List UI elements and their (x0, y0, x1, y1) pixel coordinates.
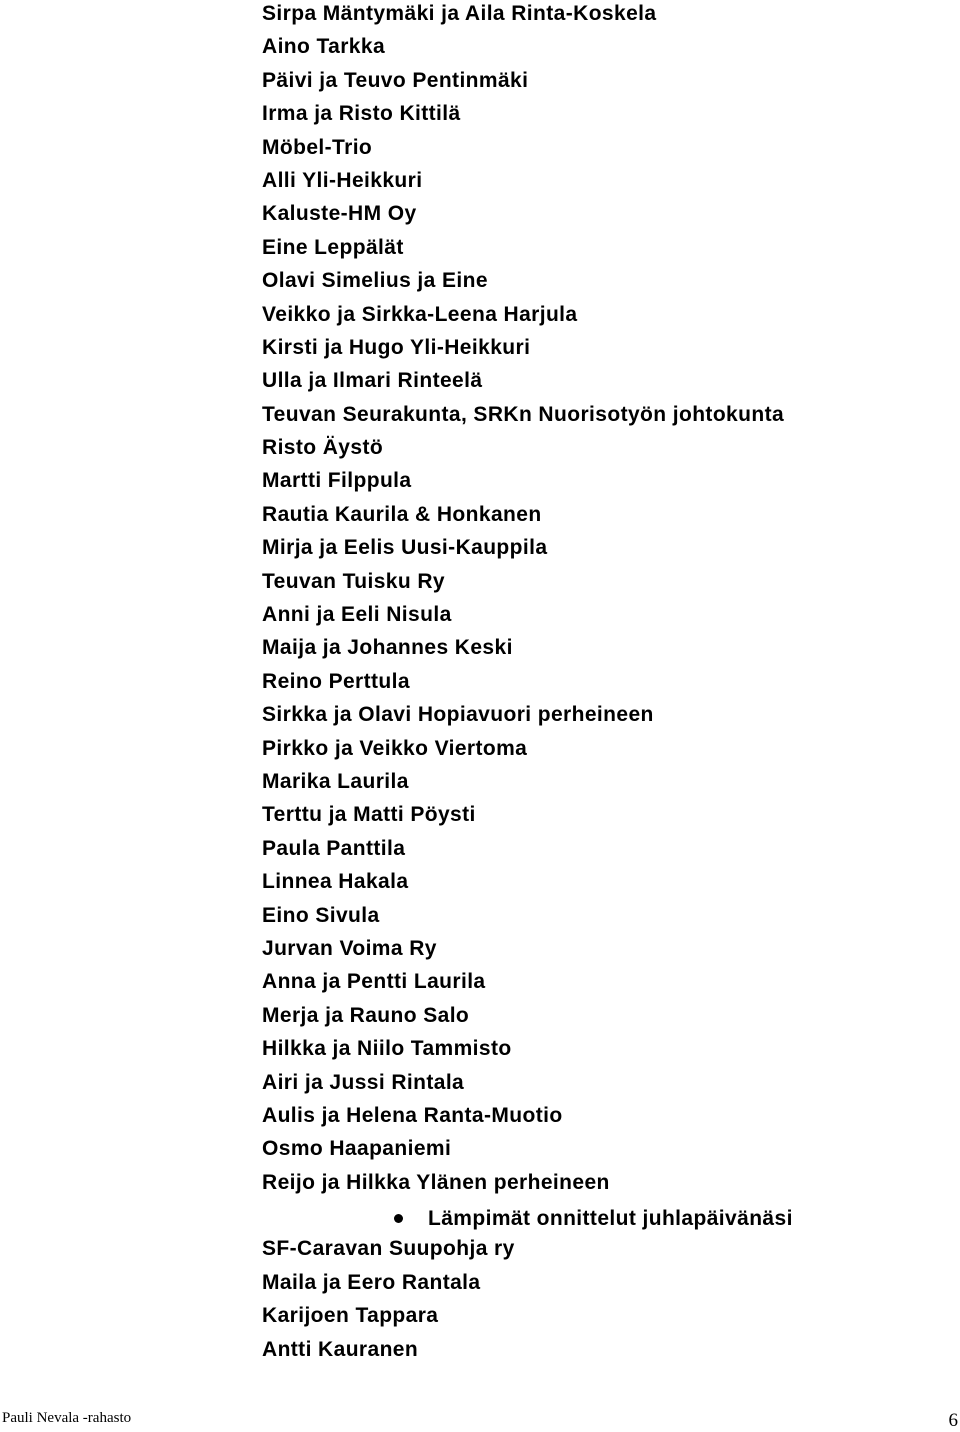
list-item: SF-Caravan Suupohja ry (262, 1237, 515, 1261)
list-item: Martti Filppula (262, 469, 412, 493)
list-item: Osmo Haapaniemi (262, 1137, 452, 1161)
list-item: Risto Äystö (262, 436, 384, 460)
list-item: Reijo ja Hilkka Ylänen perheineen (262, 1170, 610, 1194)
list-item: Karijoen Tappara (262, 1304, 439, 1328)
list-item: Kirsti ja Hugo Yli-Heikkuri (262, 335, 531, 359)
list-item: Eino Sivula (262, 903, 380, 927)
list-item: Anna ja Pentti Laurila (262, 970, 486, 994)
list-item: Antti Kauranen (262, 1337, 419, 1361)
list-item: Ulla ja Ilmari Rinteelä (262, 369, 483, 393)
list-item: Kaluste-HM Oy (262, 202, 417, 226)
list-item: Reino Perttula (262, 669, 410, 693)
list-item: Mirja ja Eelis Uusi-Kauppila (262, 536, 548, 560)
bullet-item (262, 1202, 942, 1235)
list-item: Terttu ja Matti Pöysti (262, 803, 476, 827)
list-item: Veikko ja Sirkka-Leena Harjula (262, 302, 578, 326)
list-item: Aino Tarkka (262, 35, 386, 59)
list-item: Anni ja Eeli Nisula (262, 603, 452, 627)
list-item: Rautia Kaurila & Honkanen (262, 502, 542, 526)
greeting-text: Lämpimät onnittelut juhlapäivänäsi (428, 1207, 793, 1231)
list-item: Sirkka ja Olavi Hopiavuori perheineen (262, 703, 654, 727)
list-item: Eine Leppälät (262, 235, 404, 259)
list-item: Marika Laurila (262, 769, 409, 793)
page-number: 6 (948, 1410, 958, 1431)
list-item: Merja ja Rauno Salo (262, 1003, 470, 1027)
list-item: Maila ja Eero Rantala (262, 1270, 481, 1294)
list-item: Sirpa Mäntymäki ja Aila Rinta-Koskela (262, 2, 657, 25)
list-item: Möbel-Trio (262, 135, 373, 159)
list-item: Airi ja Jussi Rintala (262, 1070, 465, 1094)
list-item: Linnea Hakala (262, 870, 409, 894)
list-item: Jurvan Voima Ry (262, 936, 437, 960)
list-item: Hilkka ja Niilo Tammisto (262, 1037, 512, 1061)
list-item: Paula Panttila (262, 836, 406, 860)
list-item: Aulis ja Helena Ranta-Muotio (262, 1103, 563, 1127)
list-item: Teuvan Seurakunta, SRKn Nuorisotyön johtokunta (262, 402, 785, 426)
list-item: Pirkko ja Veikko Viertoma (262, 736, 528, 760)
list-item: Olavi Simelius ja Eine (262, 269, 488, 293)
list-item: Irma ja Risto Kittilä (262, 102, 461, 126)
footer-title: Pauli Nevala -rahasto (2, 1410, 132, 1426)
list-item: Teuvan Tuisku Ry (262, 569, 445, 593)
bullet-icon (394, 1214, 403, 1223)
list-item: Alli Yli-Heikkuri (262, 168, 423, 192)
list-item: Päivi ja Teuvo Pentinmäki (262, 68, 529, 92)
list-item: Maija ja Johannes Keski (262, 636, 513, 660)
name-list (262, 0, 942, 1369)
